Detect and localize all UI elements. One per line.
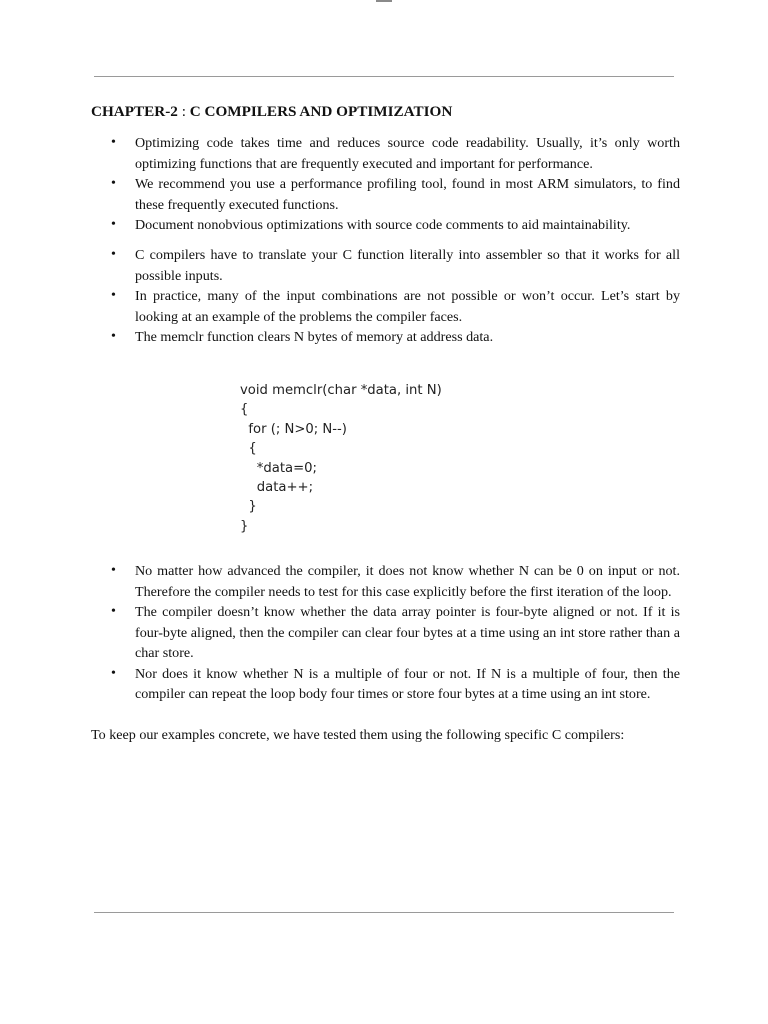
bullet-icon: • — [111, 217, 116, 232]
list-item-text: We recommend you use a performance profiling tool, found in most ARM simulators, to find these frequently executed functions. — [135, 176, 680, 213]
bullet-icon: • — [111, 247, 116, 262]
bullet-icon: • — [111, 329, 116, 344]
list-item-text: C compilers have to translate your C function literally into assembler so that it works for all possible inputs. — [135, 247, 680, 284]
chapter-heading — [91, 103, 452, 121]
list-item — [0, 245, 680, 286]
list-item — [0, 664, 680, 705]
bullet-icon: • — [111, 288, 116, 303]
list-item-text: Nor does it know whether N is a multiple of four or not. If N is a multiple of four, then the compiler can repeat the loop body four times or store four bytes at a time using an int store. — [135, 665, 680, 702]
bullet-list-compiler-behavior — [0, 245, 680, 348]
chapter-number: CHAPTER-2 — [91, 103, 178, 120]
list-item-text: The memclr function clears N bytes of memory at address data. — [135, 329, 494, 345]
list-item — [0, 327, 680, 348]
chapter-separator: : — [181, 103, 186, 120]
list-item-text: No matter how advanced the compiler, it does not know whether N can be 0 on input or not. Therefore the compiler needs to test for this case explicitly before the first iteration of the loop. — [135, 563, 680, 600]
header-rule — [94, 76, 674, 77]
list-item-text: The compiler doesn’t know whether the data array pointer is four-byte aligned or not. If it is four-byte aligned, then the compiler can clear four bytes at a time using an int store rather than a char store. — [135, 604, 680, 661]
list-item-text: Document nonobvious optimizations with source code comments to aid maintainability. — [135, 217, 631, 233]
list-item — [0, 561, 680, 602]
closing-paragraph: To keep our examples concrete, we have tested them using the following specific C compilers: — [91, 727, 625, 743]
list-item — [0, 133, 680, 174]
list-item-text: Optimizing code takes time and reduces source code readability. Usually, it’s only worth optimizing functions that are frequently executed and important for performance. — [135, 135, 680, 172]
bullet-icon: • — [111, 604, 116, 619]
chapter-title: C COMPILERS AND OPTIMIZATION — [189, 103, 453, 120]
page-top-mark — [376, 0, 392, 2]
list-item — [0, 215, 680, 236]
bullet-icon: • — [111, 135, 116, 150]
list-item — [0, 602, 680, 664]
footer-rule — [94, 912, 674, 913]
bullet-icon: • — [111, 176, 116, 191]
bullet-list-optimization-advice — [0, 133, 680, 236]
list-item — [0, 286, 680, 327]
bullet-icon: • — [111, 563, 116, 578]
list-item — [0, 174, 680, 215]
bullet-list-compiler-unknowns — [0, 561, 680, 705]
bullet-icon: • — [111, 665, 116, 681]
memclr-code-listing: void memclr(char *data, int N) { for (; N>0; N--) { *data=0; data++; } } — [240, 383, 442, 534]
list-item-text: In practice, many of the input combinations are not possible or won’t occur. Let’s start by looking at an example of the problems the compiler faces. — [135, 288, 680, 325]
